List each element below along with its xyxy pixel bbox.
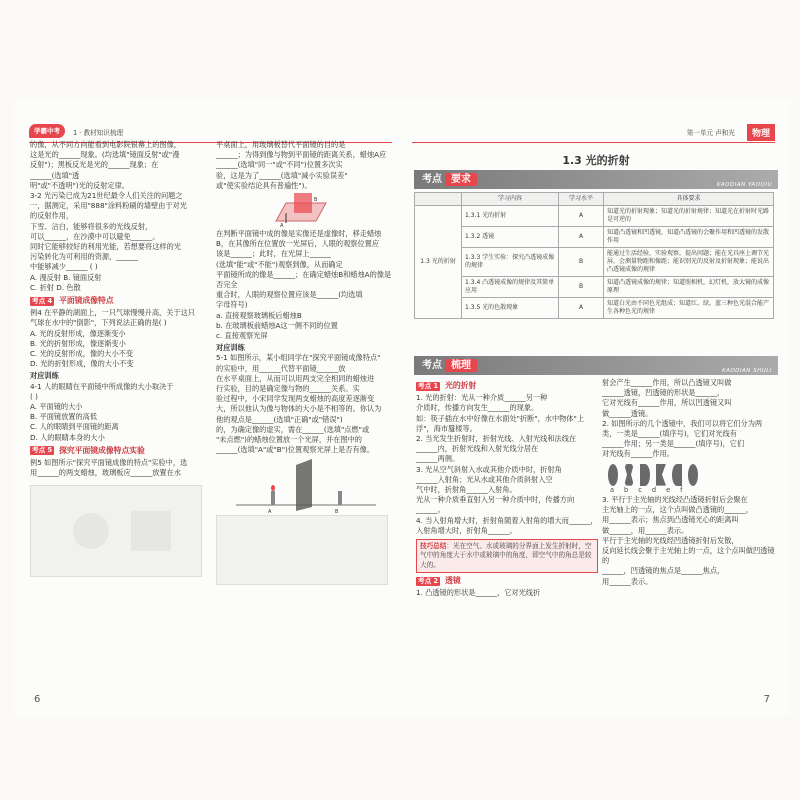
svg-text:A: A <box>280 223 284 230</box>
bar1-title: 考点 <box>422 174 442 185</box>
right-header-unit: 第一单元 声和光 <box>686 129 735 137</box>
text-line: 大，所以他认为像与物体的大小是不相等的。你认为 <box>216 404 382 414</box>
text-line: 用______表示；焦点到凸透镜光心的距离叫 <box>602 515 739 525</box>
text-line: C. 折射 D. 色散 <box>30 282 81 292</box>
left-col2-text <box>216 140 394 191</box>
text-line: 重合时，人眼的观察位置应该是______(均选填 <box>216 290 363 300</box>
bar2-subtitle: KAODIAN SHULI <box>721 368 772 374</box>
text-line: 的像，从不同方向能看到电影院银幕上的图像， <box>30 140 181 149</box>
svg-text:B: B <box>335 509 339 516</box>
text-line: 验过程中，小宋同学发现两支蜡烛的高度差逐渐变 <box>216 394 375 404</box>
left-col1d-text <box>30 458 210 478</box>
text-line: 的反射作用， <box>30 211 74 221</box>
text-line: 浮"，海市蜃楼等。 <box>416 423 477 433</box>
lens-e <box>672 464 682 486</box>
kaodian-1-title: 光的折射 <box>445 381 477 390</box>
drill-title: 对应训练 <box>30 371 59 381</box>
text-line: A. 光的反射形成，像逐渐变小 <box>30 328 126 338</box>
left-col1c-text <box>30 382 210 443</box>
text-line: 行实验，目的是确定像与物的______关系。实 <box>216 384 360 394</box>
text-line: 例4 在平静的湖面上，一只气球慢慢升高，关于这只 <box>30 308 195 318</box>
text-line: 平桌面上，用玻璃板替代平面镜的目的是 <box>216 140 346 149</box>
bar2-tag: 梳理 <box>445 359 477 372</box>
text-line: ______(选填"A"或"B")位置观察光屏上是否有像。 <box>216 445 375 455</box>
right-page-number: 7 <box>763 694 770 705</box>
text-line: 他的观点是______(选填"正确"或"错误") <box>216 414 343 424</box>
requirements-table <box>414 192 774 319</box>
text-line: "未点燃")的蜡烛位置放一个光屏，并在图中的 <box>216 435 362 445</box>
text-line: 中能够减少______ ( ) <box>30 262 98 272</box>
text-line: B. 平面镜放置的高低 <box>30 412 98 422</box>
left-column-1 <box>30 140 210 577</box>
content-cell: 1.3.5 光的色散现象 <box>462 298 559 319</box>
lens-label: a <box>610 485 615 494</box>
lens-label: d <box>651 485 657 494</box>
requirements-bar-title <box>422 170 477 189</box>
table-row <box>415 248 774 277</box>
text-line: 平行于主光轴的光线经凹透镜折射后发散， <box>602 535 739 545</box>
text-line: (选填"能"或"不能")观察到像，从而确定 <box>216 259 343 269</box>
text-line: 如：筷子插在水中好像在水面处"折断"，水中物体"上 <box>416 413 585 423</box>
table-header: 学习水平 <box>559 193 604 206</box>
text-line: 4-1 人的眼睛在平面镜中所成像的大小取决于 <box>30 381 174 391</box>
right-col1b-text <box>416 588 598 598</box>
text-line: 的，为确定像的虚实，需在______(选填"点燃"或 <box>216 424 370 434</box>
text-line: ______；为得到像与物到平面镜的距离关系，蜡烛A应 <box>216 150 387 160</box>
lens-f <box>688 464 698 486</box>
text-line: 或"使实验结论具有普遍性")。 <box>216 180 312 190</box>
tip-text: 光在空气、水或玻璃的分界面上发生折射时，空气中的角度大于水中或玻璃中的角度，即空气中的角总是较大的。 <box>420 542 592 569</box>
lens-label: f <box>680 485 683 494</box>
text-line: 入射角增大时，折射角______。 <box>416 525 517 535</box>
bar2-title: 考点 <box>422 360 442 371</box>
text-line: 3. 光从空气斜射入水或其他介质中时，折射角 <box>416 464 562 474</box>
text-line: 1. 凸透镜的形状是______，它对光线折 <box>416 588 541 598</box>
text-line: ______(选填"透 <box>30 170 80 180</box>
text-line: 反向延长线会聚于主光轴上的一点，这个点叫做凹透镜的 <box>602 546 775 566</box>
svg-text:B: B <box>314 197 318 204</box>
left-page <box>14 100 403 715</box>
text-line: B，在其像所在位置放一光屏后，人眼的观察位置应 <box>216 239 380 249</box>
text-line: 验，这是为了______(选填"减小实验误差" <box>216 170 348 180</box>
level-cell: B <box>559 248 604 277</box>
text-line: 在判断平面镜中成的像是实像还是虚像时，移走蜡烛 <box>216 229 382 239</box>
text-line: ______，凹透镜的焦点是______焦点， <box>602 566 725 576</box>
lens-d <box>656 464 666 486</box>
requirement-cell: 能通过生活经验，实验观察，提出问题；能在光具座上调节光屏，会测量物距和像距；能识别光的反射及折射现象；能说出凸透镜成像的规律 <box>604 248 774 277</box>
text-line: C. 光的反射形成，像的大小不变 <box>30 349 134 359</box>
text-line: 反射")；黑板反光是光的______现象；在 <box>30 160 159 170</box>
review-bar-title <box>422 356 477 375</box>
content-cell: 1.3.2 透镜 <box>462 227 559 248</box>
text-line: 对光线有______作用。 <box>602 449 674 459</box>
kaodian-5-heading: 考点 5 探究平面镜成像特点实验 <box>32 445 145 455</box>
text-line: ______入射角；光从水或其他介质斜射入空 <box>416 474 553 484</box>
text-line: 射会产生______作用，所以凸透镜又叫做 <box>602 378 732 387</box>
faded-figure-illustration <box>31 486 201 576</box>
text-line: 平面镜所成的像是______；在确定蜡烛B和蜡烛A的像是否完全 <box>216 269 392 290</box>
left-col1-text <box>30 140 210 293</box>
left-page-number: 6 <box>34 694 41 705</box>
requirement-cell: 知道光的折射现象；知道光的折射规律；知道光在折射时光路是可逆的 <box>604 206 774 227</box>
text-line: 例5 如图所示"探究平面镜成像的特点"实验中，选 <box>30 458 188 468</box>
left-header-title: 1 · 教材知识梳理 <box>73 129 124 137</box>
text-line: D. 人的眼睛本身的大小 <box>30 432 105 442</box>
text-line: ______透镜，凹透镜的形状是______， <box>602 388 725 398</box>
text-line: 光从一种介质垂直射入另一种介质中时，传播方向 <box>416 495 575 505</box>
drill2-title: 对应训练 <box>216 343 245 353</box>
text-line: 5-1 如图所示，某小组同学在"探究平面镜成像特点" <box>216 353 381 363</box>
kaodian-4-title: 平面镜成像特点 <box>59 296 114 306</box>
requirement-cell: 知道凸透镜成像的规律；知道照相机，幻灯机，放大镜的成像原理 <box>604 277 774 298</box>
left-column-2 <box>216 140 394 585</box>
review-section <box>414 350 778 375</box>
table-header-group <box>415 193 462 206</box>
faded-figure-2 <box>216 515 388 585</box>
text-line: 介质时，传播方向发生______的现象。 <box>416 403 539 413</box>
left-col1b-text <box>30 308 210 369</box>
text-line: 可以______，在沙漠中可以避免______。 <box>30 231 160 241</box>
right-column-1 <box>416 378 598 599</box>
text-line: 它对光线有______作用，所以凹透镜又叫 <box>602 398 732 408</box>
kaodian-2-title: 透镜 <box>445 576 461 586</box>
text-line: 一，据测定，采用"888"涂料粉刷的墙壁由于对光 <box>30 201 187 211</box>
faded-figure <box>30 485 202 577</box>
tip-label: 技巧总结 <box>420 542 447 551</box>
text-line: 下雪、沾白，能够将很多的光线反射， <box>30 221 153 231</box>
text-line: a. 直接观察玻璃板后蜡烛B <box>216 310 302 320</box>
requirements-bar <box>414 170 778 189</box>
text-line: 同时它能够较好的利用光能，若想要将这样的光 <box>30 242 181 252</box>
text-line: ______作用；另一类是______(填序号)，它们 <box>602 439 745 449</box>
kaodian-1-heading: 考点 1 光的折射 <box>418 381 477 390</box>
content-cell: 1.3.1 光的折射 <box>462 206 559 227</box>
text-line: 3. 平行于主光轴的光线经凸透镜折射后会聚在 <box>602 495 748 505</box>
level-cell: A <box>559 298 604 319</box>
text-line: A. 平面镜的大小 <box>30 402 83 412</box>
table-header-row <box>415 193 774 206</box>
text-line: ( ) <box>30 391 38 401</box>
table-header: 学习内容 <box>462 193 559 206</box>
content-cell: 1.3.3 学生实验：探究凸透镜成像的规律 <box>462 248 559 277</box>
section-title: 1.3 光的折射 <box>562 154 630 167</box>
tip-box: 技巧总结：光在空气、水或玻璃的分界面上发生折射时，空气中的角度大于水中或玻璃中的角度，即空气中的角总是较大的。 <box>416 539 598 573</box>
bar1-subtitle: KAODIAN YAOQIU <box>716 182 772 188</box>
lens-label: b <box>624 485 629 494</box>
text-line: 2. 如图所示的几个透镜中，我们可以将它们分为两 <box>602 418 763 428</box>
candle-glass-diagram <box>216 455 394 515</box>
content-cell: 1.3.4 凸透镜成像的规律及其简单应用 <box>462 277 559 298</box>
lens-a <box>608 464 618 486</box>
right-column-2 <box>602 378 778 587</box>
lens-label: c <box>638 485 642 494</box>
text-line: ______(选填"同一"或"不同")位置多次实 <box>216 160 343 170</box>
right-col1-text <box>416 393 598 536</box>
lens-labels <box>610 486 778 495</box>
text-line: 用______的两支蜡烛，玻璃板应______放置在水 <box>30 468 181 478</box>
left-col2c-text <box>216 353 394 455</box>
lens-b <box>624 464 634 486</box>
text-line: 做______，用______表示。 <box>602 525 689 535</box>
level-cell: A <box>559 206 604 227</box>
text-line: 气球在水中的"倒影"，下列说法正确的是( ) <box>30 318 167 328</box>
text-line: A. 漫反射 B. 镜面反射 <box>30 272 102 282</box>
text-line: 在水平桌面上，从而可以用两支完全相同的蜡烛进 <box>216 373 375 383</box>
table-row <box>415 227 774 248</box>
left-col2b-text <box>216 229 394 341</box>
text-line: 气中时，折射角______入射角。 <box>416 485 517 495</box>
text-line: 做______透镜。 <box>602 408 653 418</box>
lens-label: e <box>666 485 671 494</box>
text-line: 用______表示。 <box>602 576 653 586</box>
text-line: 这是光的______现象。(均选填"镜面反射"或"漫 <box>30 150 180 160</box>
subject-badge: 物理 <box>747 124 775 141</box>
bar1-tag: 要求 <box>445 173 477 186</box>
text-line: 主光轴上的一点，这个点叫做凸透镜的______， <box>602 505 753 515</box>
text-line: ______两侧。 <box>416 454 460 464</box>
right-col2b-text <box>602 495 778 587</box>
text-line: c. 直接观察光屏 <box>216 331 268 341</box>
lens-c <box>640 464 650 486</box>
candle-figure <box>216 455 394 515</box>
text-line: 2. 当光发生折射时，折射光线、入射光线和法线在 <box>416 434 577 444</box>
level-cell: B <box>559 277 604 298</box>
text-line: 污染转化为可利用的资源，______ <box>30 252 138 262</box>
text-line: B. 光的折射形成，像逐渐变小 <box>30 338 126 348</box>
mirror-figure <box>216 191 394 229</box>
kaodian-2-heading: 考点 2 透镜 <box>418 576 461 586</box>
text-line: ______。 <box>416 505 445 515</box>
text-line: 字母符号) <box>216 300 248 310</box>
right-page <box>402 100 790 715</box>
right-col2-text <box>602 378 778 460</box>
mirror-experiment-diagram <box>216 191 394 229</box>
table-group-cell: 1.3 光的折射 <box>415 206 462 319</box>
text-line: D. 光的折射形成，像的大小不变 <box>30 359 134 369</box>
table-row <box>415 298 774 319</box>
text-line: C. 人的眼睛到平面镜的距离 <box>30 422 119 432</box>
text-line: ______内，折射光线和入射光线分居在 <box>416 444 539 454</box>
text-line: 明"或"不透明")光的反射定律。 <box>30 180 129 190</box>
kaodian-4-heading: 考点 4 平面镜成像特点 <box>32 296 114 306</box>
table-row <box>415 277 774 298</box>
brand-badge: 学霸中考 <box>29 124 65 138</box>
text-line: 的实验中，用______代替平面镜______放 <box>216 363 346 373</box>
text-line: 3-2 光污染已成为21世纪最令人们关注的问题之 <box>30 191 183 201</box>
right-header <box>412 126 775 143</box>
table-row <box>415 206 774 227</box>
svg-text:A: A <box>268 509 272 516</box>
review-bar <box>414 356 778 375</box>
text-line: 4. 当入射角增大时，折射角随着入射角的增大而______， <box>416 515 598 525</box>
text-line: 该是______；此时，在光屏上______ <box>216 249 332 259</box>
level-cell: A <box>559 227 604 248</box>
requirements-table-body <box>415 206 774 319</box>
lens-figure <box>608 464 778 486</box>
kaodian-5-title: 探究平面镜成像特点实验 <box>59 445 145 455</box>
requirement-cell: 知道白光由不同色光组成；知道红，绿，蓝三种色光混合能产生各种色光的规律 <box>604 298 774 319</box>
text-line: 1. 光的折射：光从一种介质______另一种 <box>416 393 548 403</box>
table-header: 具体要求 <box>604 193 774 206</box>
requirements-section <box>414 164 778 319</box>
text-line: b. 在玻璃板前蜡烛A这一侧不同的位置 <box>216 320 338 330</box>
text-line: 类，一类是______(填序号)，它们对光线有 <box>602 429 737 439</box>
requirement-cell: 知道凸透镜和凹透镜，知道凸透镜的会聚作用和凹透镜的发散作用 <box>604 227 774 248</box>
